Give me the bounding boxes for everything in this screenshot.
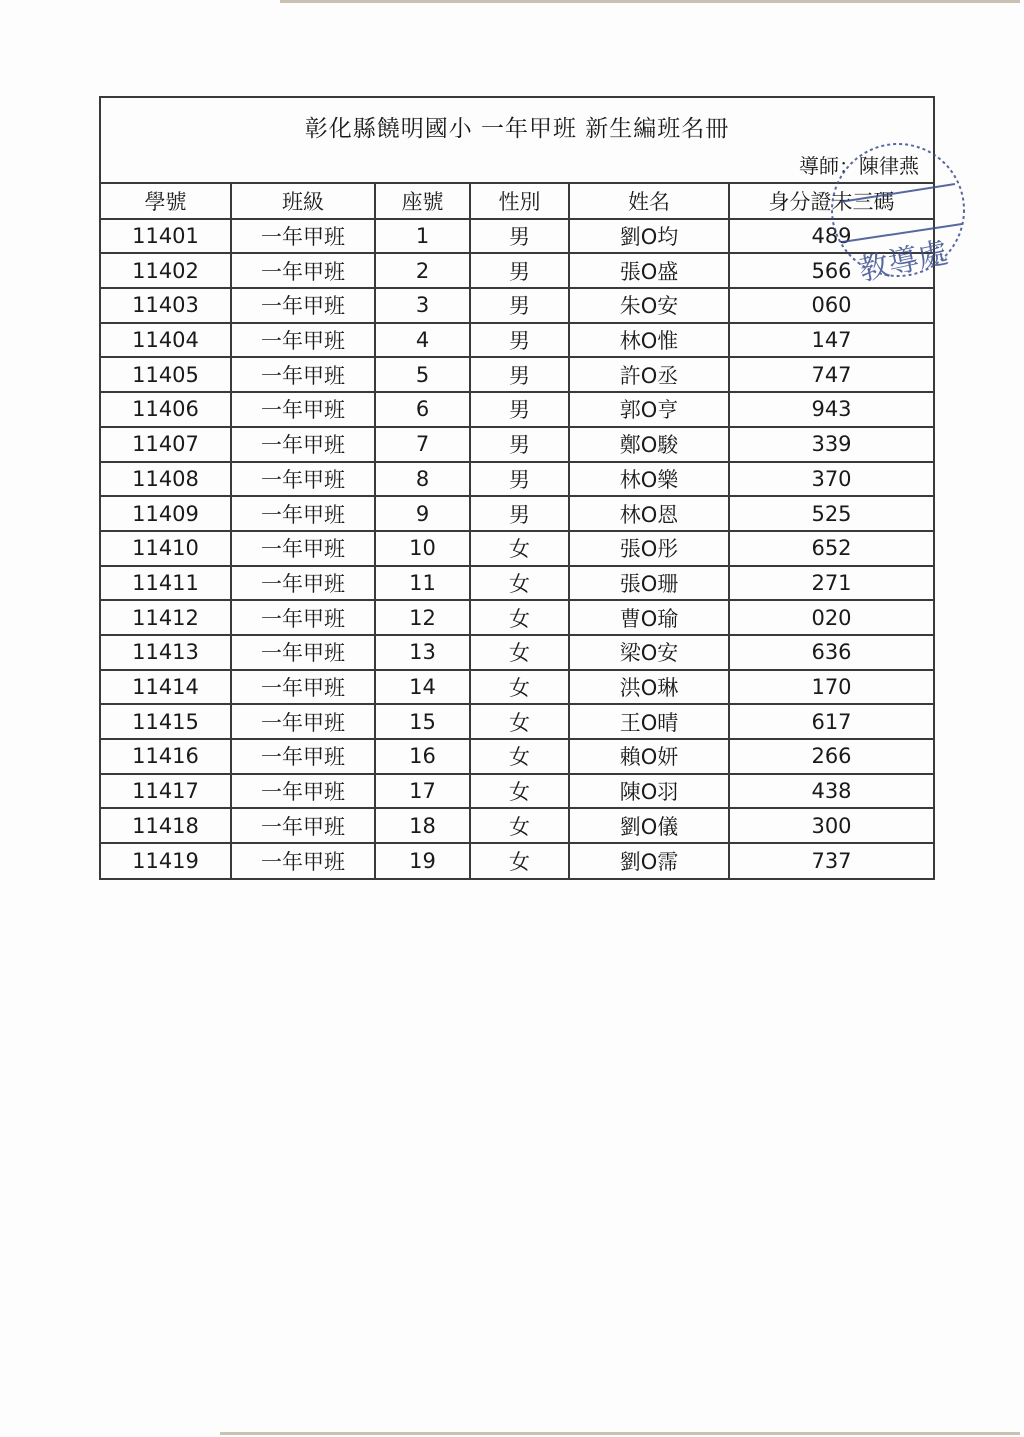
- table-row: [101, 704, 933, 739]
- gender-cell: 男: [470, 496, 569, 531]
- name-cell: 王O晴: [569, 704, 729, 739]
- name-cell: 鄭O駿: [569, 427, 729, 462]
- gender-cell: 男: [470, 219, 569, 254]
- gender-cell: 男: [470, 392, 569, 427]
- seat-cell: 18: [375, 808, 470, 843]
- gender-cell: 女: [470, 531, 569, 566]
- table-row: [101, 496, 933, 531]
- table-row: [101, 600, 933, 635]
- class-cell: 一年甲班: [231, 843, 375, 878]
- column-header-name: 姓名: [569, 184, 729, 219]
- name-cell: 林O惟: [569, 323, 729, 358]
- class-cell: 一年甲班: [231, 670, 375, 705]
- column-header-seat: 座號: [375, 184, 470, 219]
- student-id-cell: 11412: [101, 600, 231, 635]
- id-last3-cell: 652: [729, 531, 933, 566]
- gender-cell: 男: [470, 427, 569, 462]
- seat-cell: 13: [375, 635, 470, 670]
- student-id-cell: 11411: [101, 566, 231, 601]
- table-row: [101, 531, 933, 566]
- id-last3-cell: 339: [729, 427, 933, 462]
- seat-cell: 3: [375, 288, 470, 323]
- table-row: [101, 739, 933, 774]
- seat-cell: 10: [375, 531, 470, 566]
- name-cell: 梁O安: [569, 635, 729, 670]
- seat-cell: 16: [375, 739, 470, 774]
- seat-cell: 17: [375, 774, 470, 809]
- id-last3-cell: 020: [729, 600, 933, 635]
- class-cell: 一年甲班: [231, 496, 375, 531]
- id-last3-cell: 525: [729, 496, 933, 531]
- column-header-gender: 性別: [470, 184, 569, 219]
- seat-cell: 1: [375, 219, 470, 254]
- student-id-cell: 11404: [101, 323, 231, 358]
- class-cell: 一年甲班: [231, 288, 375, 323]
- id-last3-cell: 271: [729, 566, 933, 601]
- name-cell: 朱O安: [569, 288, 729, 323]
- seat-cell: 19: [375, 843, 470, 878]
- table-row: [101, 462, 933, 497]
- name-cell: 曹O瑜: [569, 600, 729, 635]
- table-row: [101, 288, 933, 323]
- scan-edge-top: [280, 0, 1020, 3]
- name-cell: 林O樂: [569, 462, 729, 497]
- student-id-cell: 11408: [101, 462, 231, 497]
- table-row: [101, 392, 933, 427]
- id-last3-cell: 370: [729, 462, 933, 497]
- seat-cell: 2: [375, 253, 470, 288]
- table-row: [101, 566, 933, 601]
- id-last3-cell: 737: [729, 843, 933, 878]
- name-cell: 郭O亨: [569, 392, 729, 427]
- table-row: [101, 670, 933, 705]
- table-row: [101, 427, 933, 462]
- id-last3-cell: 747: [729, 357, 933, 392]
- gender-cell: 男: [470, 253, 569, 288]
- class-cell: 一年甲班: [231, 600, 375, 635]
- seat-cell: 11: [375, 566, 470, 601]
- gender-cell: 女: [470, 566, 569, 601]
- class-cell: 一年甲班: [231, 253, 375, 288]
- class-cell: 一年甲班: [231, 704, 375, 739]
- teacher-label: 導師：: [799, 154, 859, 178]
- seat-cell: 15: [375, 704, 470, 739]
- table-row: [101, 774, 933, 809]
- id-last3-cell: 300: [729, 808, 933, 843]
- id-last3-cell: 943: [729, 392, 933, 427]
- table-row: [101, 808, 933, 843]
- id-last3-cell: 438: [729, 774, 933, 809]
- class-cell: 一年甲班: [231, 357, 375, 392]
- class-cell: 一年甲班: [231, 739, 375, 774]
- name-cell: 洪O琳: [569, 670, 729, 705]
- scan-edge-bottom: [220, 1432, 1020, 1435]
- id-last3-cell: 170: [729, 670, 933, 705]
- student-id-cell: 11402: [101, 253, 231, 288]
- class-cell: 一年甲班: [231, 392, 375, 427]
- class-cell: 一年甲班: [231, 566, 375, 601]
- roster-sheet: [99, 96, 935, 880]
- gender-cell: 女: [470, 635, 569, 670]
- gender-cell: 女: [470, 704, 569, 739]
- class-cell: 一年甲班: [231, 531, 375, 566]
- name-cell: 張O彤: [569, 531, 729, 566]
- table-row: [101, 219, 933, 254]
- id-last3-cell: 489: [729, 219, 933, 254]
- gender-cell: 女: [470, 808, 569, 843]
- name-cell: 賴O妍: [569, 739, 729, 774]
- roster-body: [101, 219, 933, 878]
- id-last3-cell: 617: [729, 704, 933, 739]
- student-id-cell: 11413: [101, 635, 231, 670]
- class-cell: 一年甲班: [231, 462, 375, 497]
- student-id-cell: 11401: [101, 219, 231, 254]
- student-id-cell: 11410: [101, 531, 231, 566]
- id-last3-cell: 566: [729, 253, 933, 288]
- teacher-name: 陳律燕: [859, 154, 919, 178]
- id-last3-cell: 147: [729, 323, 933, 358]
- column-header-class: 班級: [231, 184, 375, 219]
- student-id-cell: 11409: [101, 496, 231, 531]
- seat-cell: 6: [375, 392, 470, 427]
- student-id-cell: 11418: [101, 808, 231, 843]
- class-cell: 一年甲班: [231, 774, 375, 809]
- column-header-student-id: 學號: [101, 184, 231, 219]
- seat-cell: 4: [375, 323, 470, 358]
- table-row: [101, 843, 933, 878]
- id-last3-cell: 060: [729, 288, 933, 323]
- class-cell: 一年甲班: [231, 219, 375, 254]
- name-cell: 林O恩: [569, 496, 729, 531]
- class-cell: 一年甲班: [231, 808, 375, 843]
- gender-cell: 女: [470, 843, 569, 878]
- name-cell: 張O珊: [569, 566, 729, 601]
- name-cell: 劉O儀: [569, 808, 729, 843]
- gender-cell: 女: [470, 600, 569, 635]
- student-id-cell: 11406: [101, 392, 231, 427]
- roster-table: [101, 184, 933, 878]
- table-row: [101, 323, 933, 358]
- class-cell: 一年甲班: [231, 427, 375, 462]
- svg-text:教導處: 教導處: [855, 235, 952, 289]
- seat-cell: 14: [375, 670, 470, 705]
- id-last3-cell: 636: [729, 635, 933, 670]
- class-cell: 一年甲班: [231, 635, 375, 670]
- table-row: [101, 357, 933, 392]
- seat-cell: 8: [375, 462, 470, 497]
- name-cell: 劉O霈: [569, 843, 729, 878]
- gender-cell: 女: [470, 739, 569, 774]
- class-cell: 一年甲班: [231, 323, 375, 358]
- seat-cell: 9: [375, 496, 470, 531]
- header-row: [101, 184, 933, 219]
- student-id-cell: 11415: [101, 704, 231, 739]
- seat-cell: 7: [375, 427, 470, 462]
- gender-cell: 男: [470, 288, 569, 323]
- teacher-line: [799, 150, 919, 179]
- student-id-cell: 11417: [101, 774, 231, 809]
- gender-cell: 女: [470, 670, 569, 705]
- gender-cell: 女: [470, 774, 569, 809]
- student-id-cell: 11403: [101, 288, 231, 323]
- column-header-id-last3: 身分證末三碼: [729, 184, 933, 219]
- seat-cell: 5: [375, 357, 470, 392]
- name-cell: 許O丞: [569, 357, 729, 392]
- gender-cell: 男: [470, 462, 569, 497]
- name-cell: 陳O羽: [569, 774, 729, 809]
- name-cell: 劉O均: [569, 219, 729, 254]
- student-id-cell: 11405: [101, 357, 231, 392]
- student-id-cell: 11416: [101, 739, 231, 774]
- document-title: 彰化縣饒明國小 一年甲班 新生編班名冊: [304, 116, 730, 142]
- student-id-cell: 11419: [101, 843, 231, 878]
- table-row: [101, 635, 933, 670]
- gender-cell: 男: [470, 323, 569, 358]
- id-last3-cell: 266: [729, 739, 933, 774]
- student-id-cell: 11414: [101, 670, 231, 705]
- name-cell: 張O盛: [569, 253, 729, 288]
- student-id-cell: 11407: [101, 427, 231, 462]
- table-row: [101, 253, 933, 288]
- seat-cell: 12: [375, 600, 470, 635]
- gender-cell: 男: [470, 357, 569, 392]
- roster-header: [101, 98, 933, 184]
